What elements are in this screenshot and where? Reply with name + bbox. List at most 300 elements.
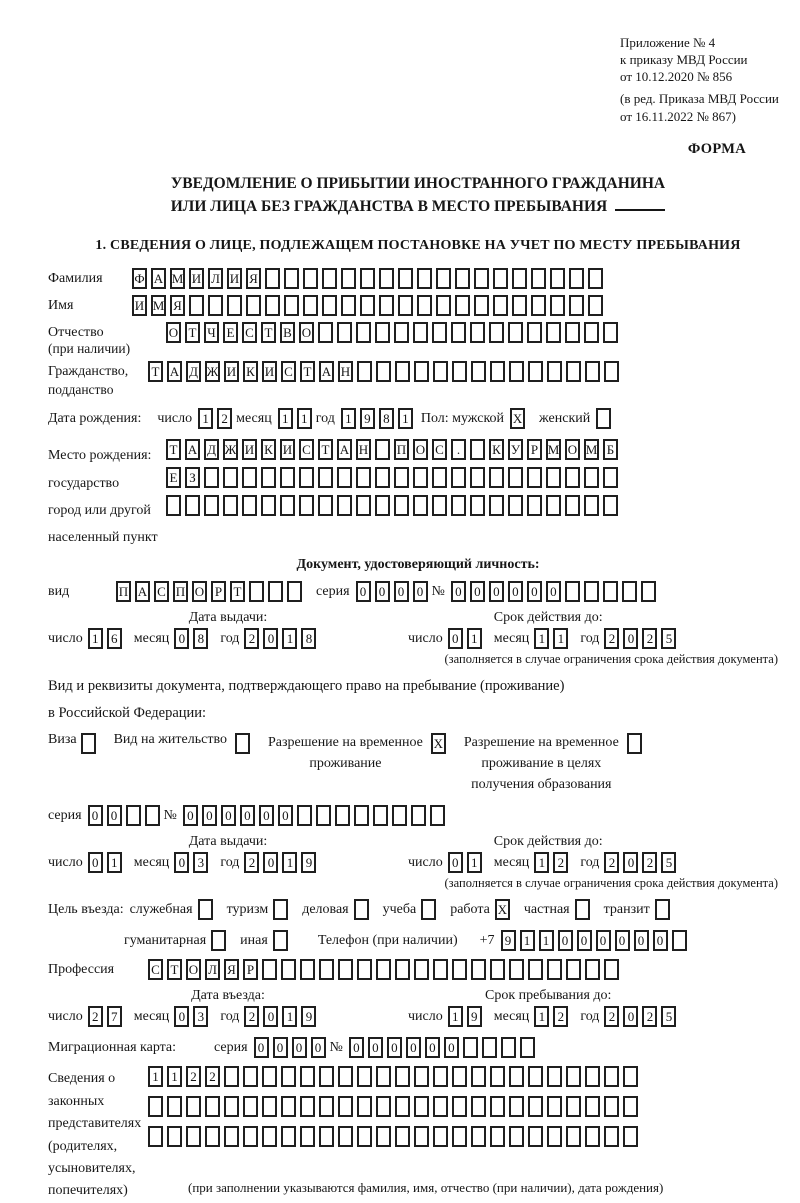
form-cell[interactable]: 0 (356, 581, 371, 602)
form-cell[interactable] (489, 467, 504, 488)
form-cell[interactable] (509, 1066, 524, 1087)
form-cell[interactable] (527, 322, 542, 343)
form-cell[interactable] (360, 268, 375, 289)
form-cell[interactable] (376, 959, 391, 980)
form-cell[interactable]: 0 (558, 930, 573, 951)
form-cell[interactable] (281, 1096, 296, 1117)
form-cell[interactable] (243, 1066, 258, 1087)
form-cell[interactable]: 0 (634, 930, 649, 951)
permit-issue-day[interactable] (88, 852, 126, 873)
permit-issue-month[interactable] (174, 852, 212, 873)
form-cell[interactable] (547, 361, 562, 382)
form-cell[interactable] (262, 1126, 277, 1147)
form-cell[interactable] (242, 467, 257, 488)
form-cell[interactable] (341, 295, 356, 316)
form-cell[interactable]: И (280, 439, 295, 460)
form-cell[interactable]: Н (338, 361, 353, 382)
form-cell[interactable] (375, 467, 390, 488)
form-cell[interactable]: 3 (193, 852, 208, 873)
form-cell[interactable] (603, 495, 618, 516)
form-cell[interactable]: 0 (88, 852, 103, 873)
phone-cells[interactable] (501, 930, 691, 951)
form-cell[interactable]: 1 (278, 408, 293, 429)
form-cell[interactable] (300, 1066, 315, 1087)
form-cell[interactable] (411, 805, 426, 826)
form-cell[interactable]: 0 (527, 581, 542, 602)
form-cell[interactable]: 2 (642, 852, 657, 873)
form-cell[interactable]: О (413, 439, 428, 460)
form-cell[interactable] (395, 1066, 410, 1087)
form-cell[interactable] (338, 959, 353, 980)
form-cell[interactable]: Т (167, 959, 182, 980)
form-cell[interactable] (604, 361, 619, 382)
form-cell[interactable] (490, 1096, 505, 1117)
form-cell[interactable] (565, 495, 580, 516)
doc-issue-day[interactable] (88, 628, 126, 649)
doc-series-cells[interactable] (356, 581, 432, 602)
doc-type-cells[interactable] (116, 581, 306, 602)
form-cell[interactable]: Я (224, 959, 239, 980)
form-cell[interactable] (398, 268, 413, 289)
form-cell[interactable] (451, 495, 466, 516)
purpose-checkbox-ucheba[interactable] (421, 899, 436, 920)
form-cell[interactable] (566, 1096, 581, 1117)
form-cell[interactable]: З (185, 467, 200, 488)
form-cell[interactable] (319, 1066, 334, 1087)
form-cell[interactable]: С (432, 439, 447, 460)
purpose-checkbox-inaya[interactable] (273, 930, 288, 951)
form-cell[interactable] (569, 268, 584, 289)
form-cell[interactable] (249, 581, 264, 602)
form-cell[interactable] (357, 361, 372, 382)
birth-place-row1[interactable] (166, 439, 622, 460)
form-cell[interactable] (623, 1126, 638, 1147)
form-cell[interactable]: И (132, 295, 147, 316)
representatives-row3[interactable] (148, 1126, 642, 1147)
form-cell[interactable] (414, 1126, 429, 1147)
form-cell[interactable]: 0 (623, 852, 638, 873)
form-cell[interactable]: 1 (341, 408, 356, 429)
permit-valid-year[interactable] (604, 852, 680, 873)
form-cell[interactable]: С (154, 581, 169, 602)
form-cell[interactable]: М (151, 295, 166, 316)
form-cell[interactable]: 0 (88, 805, 103, 826)
form-cell[interactable]: П (116, 581, 131, 602)
form-cell[interactable]: К (261, 439, 276, 460)
form-cell[interactable] (148, 1126, 163, 1147)
form-cell[interactable] (261, 467, 276, 488)
form-cell[interactable]: 0 (615, 930, 630, 951)
form-cell[interactable] (185, 495, 200, 516)
form-cell[interactable] (414, 1096, 429, 1117)
form-cell[interactable]: Ж (205, 361, 220, 382)
form-cell[interactable] (452, 1096, 467, 1117)
form-cell[interactable] (376, 361, 391, 382)
form-cell[interactable] (433, 1066, 448, 1087)
form-cell[interactable] (299, 467, 314, 488)
form-cell[interactable]: 1 (534, 628, 549, 649)
form-cell[interactable] (430, 805, 445, 826)
form-cell[interactable] (550, 268, 565, 289)
form-cell[interactable]: 2 (244, 852, 259, 873)
form-cell[interactable] (300, 959, 315, 980)
form-cell[interactable]: 2 (88, 1006, 103, 1027)
profession-cells[interactable] (148, 959, 623, 980)
form-cell[interactable]: Б (603, 439, 618, 460)
form-cell[interactable]: 2 (244, 1006, 259, 1027)
form-cell[interactable] (297, 805, 312, 826)
form-cell[interactable] (588, 268, 603, 289)
form-cell[interactable] (471, 1066, 486, 1087)
form-cell[interactable]: 1 (467, 852, 482, 873)
form-cell[interactable] (318, 495, 333, 516)
representatives-row1[interactable] (148, 1066, 642, 1087)
form-cell[interactable]: 9 (467, 1006, 482, 1027)
form-cell[interactable]: 2 (642, 628, 657, 649)
form-cell[interactable] (490, 959, 505, 980)
male-checkbox[interactable]: X (510, 408, 525, 429)
form-cell[interactable]: О (192, 581, 207, 602)
permit-valid-day[interactable] (448, 852, 486, 873)
form-cell[interactable] (588, 295, 603, 316)
form-cell[interactable] (243, 1096, 258, 1117)
form-cell[interactable]: 0 (254, 1037, 269, 1058)
form-cell[interactable] (246, 295, 261, 316)
form-cell[interactable] (672, 930, 687, 951)
form-cell[interactable] (432, 467, 447, 488)
form-cell[interactable] (490, 361, 505, 382)
form-cell[interactable]: 0 (263, 628, 278, 649)
form-cell[interactable] (281, 1066, 296, 1087)
form-cell[interactable]: . (451, 439, 466, 460)
form-cell[interactable]: С (299, 439, 314, 460)
form-cell[interactable]: 9 (301, 852, 316, 873)
form-cell[interactable]: 0 (546, 581, 561, 602)
form-cell[interactable] (395, 1096, 410, 1117)
form-cell[interactable] (242, 495, 257, 516)
form-cell[interactable] (603, 467, 618, 488)
form-cell[interactable] (417, 268, 432, 289)
form-cell[interactable] (604, 1096, 619, 1117)
form-cell[interactable]: Л (208, 268, 223, 289)
form-cell[interactable] (223, 495, 238, 516)
female-checkbox[interactable] (596, 408, 611, 429)
form-cell[interactable]: 8 (193, 628, 208, 649)
migration-number-cells[interactable] (349, 1037, 539, 1058)
form-cell[interactable] (471, 1096, 486, 1117)
form-cell[interactable]: М (584, 439, 599, 460)
form-cell[interactable] (527, 467, 542, 488)
form-cell[interactable] (354, 805, 369, 826)
patronymic-cells[interactable] (166, 322, 622, 343)
form-cell[interactable]: 0 (448, 628, 463, 649)
form-cell[interactable] (227, 295, 242, 316)
form-cell[interactable] (280, 495, 295, 516)
form-cell[interactable]: 0 (406, 1037, 421, 1058)
form-cell[interactable] (470, 439, 485, 460)
form-cell[interactable] (338, 1066, 353, 1087)
form-cell[interactable] (509, 1126, 524, 1147)
form-cell[interactable]: К (489, 439, 504, 460)
form-cell[interactable] (186, 1126, 201, 1147)
form-cell[interactable]: 0 (292, 1037, 307, 1058)
visa-checkbox[interactable] (81, 733, 96, 754)
form-cell[interactable] (451, 467, 466, 488)
form-cell[interactable] (603, 322, 618, 343)
form-cell[interactable] (265, 268, 280, 289)
permit-series-cells[interactable] (88, 805, 164, 826)
form-cell[interactable] (224, 1066, 239, 1087)
form-cell[interactable]: 8 (301, 628, 316, 649)
form-cell[interactable] (641, 581, 656, 602)
form-cell[interactable] (622, 581, 637, 602)
form-cell[interactable] (569, 295, 584, 316)
form-cell[interactable]: Д (186, 361, 201, 382)
purpose-checkbox-rabota[interactable]: X (495, 899, 510, 920)
birth-year-cells[interactable] (341, 408, 417, 429)
form-cell[interactable]: Ф (132, 268, 147, 289)
form-cell[interactable]: Т (318, 439, 333, 460)
form-cell[interactable]: 5 (661, 628, 676, 649)
form-cell[interactable] (547, 1066, 562, 1087)
form-cell[interactable]: 0 (240, 805, 255, 826)
form-cell[interactable] (436, 268, 451, 289)
form-cell[interactable]: 1 (534, 1006, 549, 1027)
form-cell[interactable] (566, 1126, 581, 1147)
form-cell[interactable] (261, 495, 276, 516)
name-cells[interactable] (132, 295, 607, 316)
form-cell[interactable] (186, 1096, 201, 1117)
form-cell[interactable]: 2 (604, 852, 619, 873)
doc-number-cells[interactable] (451, 581, 660, 602)
form-cell[interactable] (433, 1096, 448, 1117)
form-cell[interactable] (565, 322, 580, 343)
form-cell[interactable]: Т (166, 439, 181, 460)
entry-day[interactable] (88, 1006, 126, 1027)
form-cell[interactable] (604, 1066, 619, 1087)
form-cell[interactable] (204, 495, 219, 516)
form-cell[interactable] (205, 1096, 220, 1117)
form-cell[interactable]: 1 (467, 628, 482, 649)
form-cell[interactable] (527, 495, 542, 516)
form-cell[interactable] (584, 467, 599, 488)
form-cell[interactable] (224, 1096, 239, 1117)
form-cell[interactable]: 0 (202, 805, 217, 826)
form-cell[interactable]: 1 (198, 408, 213, 429)
form-cell[interactable]: 0 (174, 852, 189, 873)
form-cell[interactable] (512, 295, 527, 316)
form-cell[interactable]: 0 (653, 930, 668, 951)
form-cell[interactable] (335, 805, 350, 826)
form-cell[interactable]: 0 (444, 1037, 459, 1058)
form-cell[interactable] (509, 959, 524, 980)
form-cell[interactable]: 6 (107, 628, 122, 649)
surname-cells[interactable] (132, 268, 607, 289)
form-cell[interactable] (433, 959, 448, 980)
form-cell[interactable]: Е (166, 467, 181, 488)
form-cell[interactable] (520, 1037, 535, 1058)
form-cell[interactable] (300, 1096, 315, 1117)
form-cell[interactable] (474, 268, 489, 289)
form-cell[interactable] (318, 322, 333, 343)
form-cell[interactable]: 1 (88, 628, 103, 649)
form-cell[interactable] (284, 295, 299, 316)
form-cell[interactable]: Т (300, 361, 315, 382)
form-cell[interactable] (585, 1096, 600, 1117)
form-cell[interactable]: 1 (167, 1066, 182, 1087)
form-cell[interactable]: 0 (107, 805, 122, 826)
form-cell[interactable]: К (243, 361, 258, 382)
form-cell[interactable]: С (148, 959, 163, 980)
form-cell[interactable] (566, 959, 581, 980)
form-cell[interactable] (376, 1096, 391, 1117)
form-cell[interactable] (463, 1037, 478, 1058)
migration-series-cells[interactable] (254, 1037, 330, 1058)
form-cell[interactable]: И (224, 361, 239, 382)
form-cell[interactable] (451, 322, 466, 343)
form-cell[interactable]: М (170, 268, 185, 289)
form-cell[interactable] (224, 1126, 239, 1147)
form-cell[interactable]: И (189, 268, 204, 289)
form-cell[interactable] (322, 268, 337, 289)
form-cell[interactable] (281, 1126, 296, 1147)
form-cell[interactable] (265, 295, 280, 316)
form-cell[interactable]: О (186, 959, 201, 980)
form-cell[interactable] (357, 959, 372, 980)
form-cell[interactable]: Н (356, 439, 371, 460)
form-cell[interactable] (375, 439, 390, 460)
doc-valid-year[interactable] (604, 628, 680, 649)
form-cell[interactable] (414, 361, 429, 382)
form-cell[interactable]: Ч (204, 322, 219, 343)
form-cell[interactable] (470, 467, 485, 488)
form-cell[interactable] (318, 467, 333, 488)
form-cell[interactable] (508, 495, 523, 516)
stay-month[interactable] (534, 1006, 572, 1027)
form-cell[interactable] (262, 959, 277, 980)
form-cell[interactable] (300, 1126, 315, 1147)
form-cell[interactable]: 0 (470, 581, 485, 602)
form-cell[interactable] (337, 467, 352, 488)
form-cell[interactable] (145, 805, 160, 826)
form-cell[interactable]: 0 (311, 1037, 326, 1058)
form-cell[interactable]: 0 (596, 930, 611, 951)
form-cell[interactable]: 2 (205, 1066, 220, 1087)
form-cell[interactable] (284, 268, 299, 289)
form-cell[interactable]: 0 (259, 805, 274, 826)
doc-issue-month[interactable] (174, 628, 212, 649)
doc-issue-year[interactable] (244, 628, 320, 649)
form-cell[interactable]: 0 (577, 930, 592, 951)
purpose-checkbox-delovaya[interactable] (354, 899, 369, 920)
form-cell[interactable] (379, 295, 394, 316)
form-cell[interactable] (395, 1126, 410, 1147)
form-cell[interactable] (474, 295, 489, 316)
form-cell[interactable] (379, 268, 394, 289)
form-cell[interactable] (452, 361, 467, 382)
form-cell[interactable] (373, 805, 388, 826)
purpose-checkbox-sluzhebnaya[interactable] (198, 899, 213, 920)
form-cell[interactable] (338, 1096, 353, 1117)
birth-day-cells[interactable] (198, 408, 236, 429)
form-cell[interactable]: 1 (297, 408, 312, 429)
form-cell[interactable]: 0 (451, 581, 466, 602)
form-cell[interactable] (566, 361, 581, 382)
form-cell[interactable] (319, 959, 334, 980)
form-cell[interactable] (413, 322, 428, 343)
form-cell[interactable] (509, 1096, 524, 1117)
form-cell[interactable] (268, 581, 283, 602)
form-cell[interactable]: 0 (263, 852, 278, 873)
form-cell[interactable]: 0 (278, 805, 293, 826)
form-cell[interactable]: 2 (217, 408, 232, 429)
form-cell[interactable] (414, 959, 429, 980)
residence-permit-checkbox[interactable] (235, 733, 250, 754)
entry-month[interactable] (174, 1006, 212, 1027)
form-cell[interactable] (547, 1096, 562, 1117)
form-cell[interactable] (455, 295, 470, 316)
form-cell[interactable]: 1 (282, 1006, 297, 1027)
form-cell[interactable] (357, 1126, 372, 1147)
form-cell[interactable]: 9 (501, 930, 516, 951)
form-cell[interactable] (489, 495, 504, 516)
entry-year[interactable] (244, 1006, 320, 1027)
form-cell[interactable] (585, 361, 600, 382)
form-cell[interactable] (471, 361, 486, 382)
form-cell[interactable]: И (242, 439, 257, 460)
form-cell[interactable]: У (508, 439, 523, 460)
form-cell[interactable] (319, 1126, 334, 1147)
form-cell[interactable]: 0 (508, 581, 523, 602)
form-cell[interactable]: Ж (223, 439, 238, 460)
form-cell[interactable]: 2 (604, 628, 619, 649)
form-cell[interactable]: Я (246, 268, 261, 289)
form-cell[interactable]: А (185, 439, 200, 460)
form-cell[interactable]: 7 (107, 1006, 122, 1027)
purpose-checkbox-gumanitarnaya[interactable] (211, 930, 226, 951)
form-cell[interactable]: 2 (186, 1066, 201, 1087)
form-cell[interactable]: 0 (394, 581, 409, 602)
form-cell[interactable]: А (319, 361, 334, 382)
form-cell[interactable] (376, 1066, 391, 1087)
form-cell[interactable]: Е (223, 322, 238, 343)
form-cell[interactable] (303, 268, 318, 289)
form-cell[interactable]: 2 (244, 628, 259, 649)
form-cell[interactable] (585, 959, 600, 980)
form-cell[interactable]: О (299, 322, 314, 343)
form-cell[interactable]: 0 (183, 805, 198, 826)
form-cell[interactable] (566, 1066, 581, 1087)
form-cell[interactable] (243, 1126, 258, 1147)
form-cell[interactable]: 1 (520, 930, 535, 951)
form-cell[interactable] (490, 1126, 505, 1147)
form-cell[interactable]: 0 (448, 852, 463, 873)
form-cell[interactable]: 9 (360, 408, 375, 429)
form-cell[interactable] (208, 295, 223, 316)
form-cell[interactable]: 0 (387, 1037, 402, 1058)
form-cell[interactable]: 0 (623, 628, 638, 649)
form-cell[interactable] (452, 1126, 467, 1147)
form-cell[interactable]: Т (185, 322, 200, 343)
form-cell[interactable] (489, 322, 504, 343)
form-cell[interactable] (471, 959, 486, 980)
form-cell[interactable] (433, 1126, 448, 1147)
form-cell[interactable] (471, 1126, 486, 1147)
form-cell[interactable] (395, 959, 410, 980)
form-cell[interactable] (319, 1096, 334, 1117)
form-cell[interactable] (528, 1066, 543, 1087)
form-cell[interactable] (303, 295, 318, 316)
